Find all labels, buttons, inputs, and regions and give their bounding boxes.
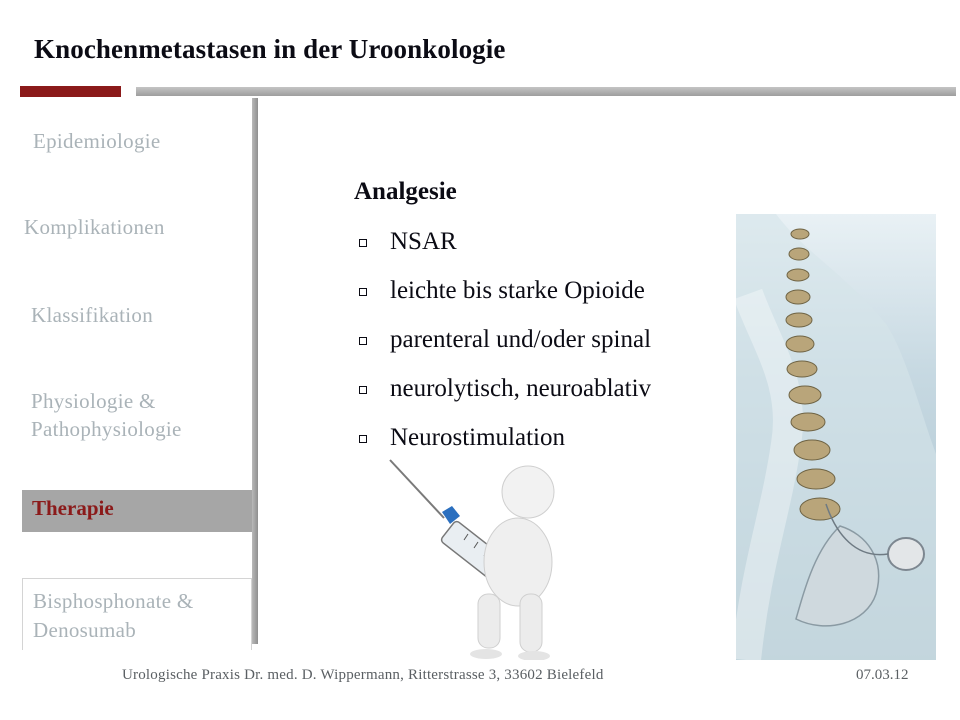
bullet-text: Neurostimulation	[390, 424, 565, 451]
nav-item-komplikationen[interactable]: Komplikationen	[24, 215, 165, 239]
nav-divider	[252, 98, 258, 644]
nav-item-bisphosphonate-line2: Denosumab	[33, 618, 137, 642]
bullet-text: leichte bis starke Opioide	[390, 277, 645, 304]
bullet-list	[356, 224, 651, 469]
content-heading: Analgesie	[354, 178, 457, 205]
square-bullet-icon	[359, 288, 367, 296]
nav-item-bisphosphonate[interactable]	[22, 578, 252, 650]
spine-icon	[736, 214, 936, 660]
bullet-text: neurolytisch, neuroablativ	[390, 375, 652, 402]
nav-item-klassifikation[interactable]: Klassifikation	[31, 303, 154, 327]
nav-item-epidemiologie[interactable]: Epidemiologie	[33, 129, 161, 153]
nav-item-physiologie[interactable]	[31, 387, 182, 443]
nav-item-physiologie-line1: Physiologie &	[31, 389, 156, 413]
bullet-item	[356, 371, 651, 420]
square-bullet-icon	[359, 435, 367, 443]
bullet-item	[356, 273, 651, 322]
footer-text: Urologische Praxis Dr. med. D. Wippermann, Ritterstrasse 3, 33602 Bielefeld	[122, 667, 604, 683]
title-underline-bar	[136, 87, 956, 96]
square-bullet-icon	[359, 337, 367, 345]
bullet-item	[356, 322, 651, 371]
square-bullet-icon	[359, 239, 367, 247]
figure-with-syringe-icon	[368, 454, 590, 660]
nav-item-therapie-active[interactable]: Therapie	[22, 490, 252, 532]
bullet-text: NSAR	[390, 228, 457, 255]
footer-date: 07.03.12	[856, 667, 909, 683]
syringe-figure-image	[368, 454, 590, 660]
bullet-item	[356, 224, 651, 273]
square-bullet-icon	[359, 386, 367, 394]
slide-title: Knochenmetastasen in der Uroonkologie	[34, 34, 506, 64]
bullet-text: parenteral und/oder spinal	[390, 326, 652, 353]
title-accent-bar	[20, 86, 121, 97]
nav-item-physiologie-line2: Pathophysiologie	[31, 417, 182, 441]
nav-item-bisphosphonate-line1: Bisphosphonate &	[33, 589, 194, 613]
spine-neurostimulator-image	[736, 214, 936, 660]
